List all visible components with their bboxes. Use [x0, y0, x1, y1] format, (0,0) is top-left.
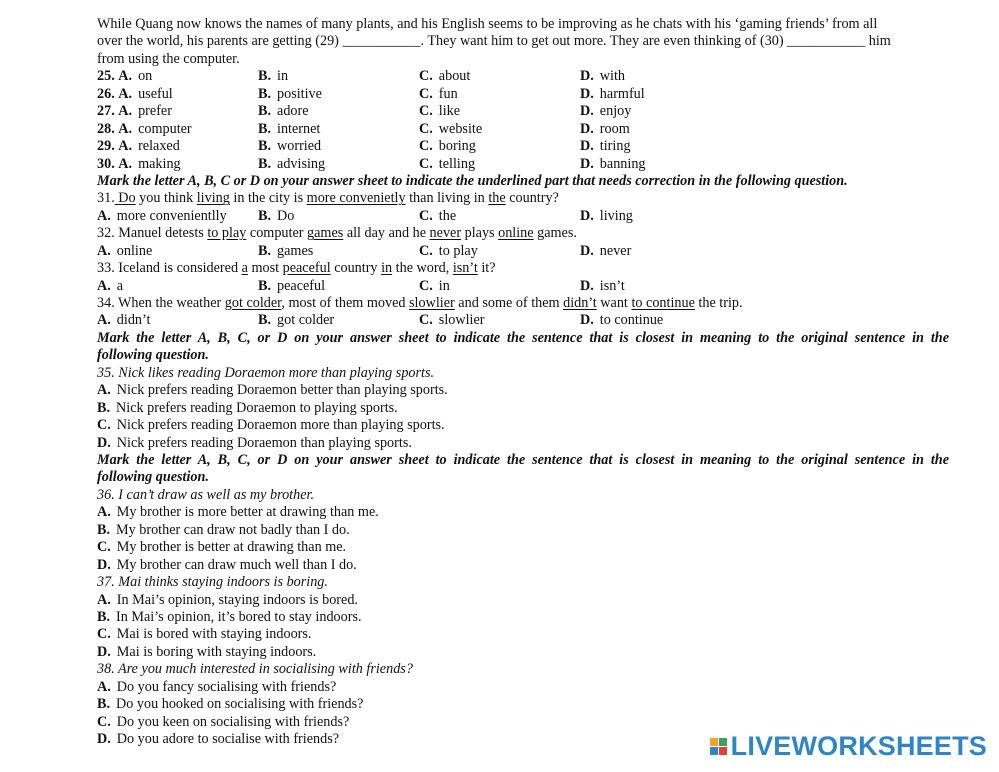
option-text: about	[438, 68, 471, 85]
question-row-26	[97, 86, 949, 103]
option-d[interactable]	[580, 208, 780, 225]
option-text: never	[599, 242, 632, 259]
option-text: Nick prefers reading Doraemon more than playing sports.	[116, 417, 445, 434]
question-number: 34.	[97, 295, 115, 312]
question-number: 28.	[97, 120, 115, 137]
reading-passage-end	[97, 16, 949, 68]
underlined-part: the	[488, 190, 506, 207]
option-letter: D.	[97, 434, 111, 451]
option-letter: C.	[419, 207, 433, 224]
option-letter: A.	[118, 68, 133, 85]
stem-text: country	[330, 260, 382, 277]
option-c[interactable]	[419, 86, 580, 103]
stem-text: most	[247, 260, 283, 277]
stem-text: games.	[533, 225, 577, 242]
logo-grid-icon	[710, 738, 727, 755]
option-letter: B.	[258, 85, 272, 102]
option-letter: A.	[118, 138, 133, 155]
option-text: Mai is bored with staying indoors.	[116, 626, 312, 643]
question-38-stem: 38. Are you much interested in socialising with friends?	[97, 661, 413, 678]
question-number: 27.	[97, 103, 115, 120]
option-text: harmful	[599, 85, 645, 102]
option-text: My brother is more better at drawing than me.	[116, 504, 379, 521]
underlined-part: living	[196, 190, 230, 207]
option-b[interactable]	[258, 156, 419, 173]
option-b[interactable]	[97, 522, 949, 539]
option-letter: C.	[419, 68, 433, 85]
option-text: Do you fancy socialising with friends?	[116, 678, 337, 695]
option-letter: A.	[97, 277, 111, 294]
option-letter: B.	[258, 120, 272, 137]
option-text: peaceful	[277, 277, 326, 294]
option-letter: C.	[419, 120, 433, 137]
option-letter: B.	[258, 207, 272, 224]
logo-wordmark: LIVEWORKSHEETS	[730, 730, 987, 761]
option-text: positive	[277, 85, 322, 102]
option-text: in	[277, 68, 289, 85]
option-letter: D.	[580, 120, 594, 137]
option-letter: B.	[258, 312, 272, 329]
option-b[interactable]	[97, 400, 949, 417]
option-text: prefer	[138, 103, 172, 120]
underlined-part: more convenietly	[306, 190, 406, 207]
option-letter: A.	[97, 312, 111, 329]
stem-text: computer	[246, 225, 308, 242]
option-d[interactable]	[580, 86, 780, 103]
option-c[interactable]	[419, 312, 580, 329]
option-letter: C.	[97, 713, 111, 730]
stem-text: than living in	[405, 190, 489, 207]
instruction-meaning-1	[97, 330, 949, 365]
option-letter: D.	[580, 85, 594, 102]
question-row-28	[97, 121, 949, 138]
question-37-stem: 37. Mai thinks staying indoors is boring.	[97, 574, 328, 591]
option-letter: A.	[118, 155, 133, 172]
stem-text: and some of them	[454, 295, 564, 312]
option-text: online	[116, 242, 153, 259]
option-text: Do you adore to socialise with friends?	[116, 731, 340, 748]
stem-text: When the weather	[114, 295, 225, 312]
stem-text: in the city is	[229, 190, 307, 207]
option-d[interactable]	[580, 278, 780, 295]
option-letter: D.	[97, 643, 111, 660]
option-b[interactable]	[258, 86, 419, 103]
option-c[interactable]	[419, 68, 580, 85]
option-text: with	[599, 68, 626, 85]
option-d[interactable]	[580, 138, 780, 155]
option-letter: D.	[580, 155, 594, 172]
option-d[interactable]	[580, 103, 780, 120]
underlined-part: didn’t	[563, 295, 597, 312]
passage-line: While Quang now knows the names of many plants, and his English seems to be improving as he chats with his ‘gaming friends’ from all	[97, 16, 878, 32]
option-a[interactable]	[97, 86, 258, 103]
option-text: games	[277, 242, 314, 259]
option-c[interactable]	[419, 278, 580, 295]
option-a[interactable]	[97, 504, 949, 521]
option-letter: C.	[419, 277, 433, 294]
stem-text: want	[596, 295, 632, 312]
option-c[interactable]	[97, 539, 949, 556]
question-35-stem: 35. Nick likes reading Doraemon more than playing sports.	[97, 364, 435, 381]
option-a[interactable]	[97, 679, 949, 696]
logo-square	[710, 738, 718, 746]
option-letter: C.	[97, 626, 111, 643]
option-text: useful	[138, 85, 173, 102]
stem-text: the word,	[392, 260, 453, 277]
option-letter: B.	[97, 696, 111, 713]
underlined-part: to play	[207, 225, 247, 242]
option-b[interactable]	[258, 208, 419, 225]
option-d[interactable]	[580, 243, 780, 260]
option-a[interactable]	[97, 382, 949, 399]
stem-text: , most of them moved	[281, 295, 410, 312]
option-d[interactable]	[97, 644, 949, 661]
option-text: room	[599, 120, 630, 137]
underlined-part: a	[241, 260, 248, 277]
underlined-part: got colder	[224, 295, 282, 312]
option-text: to play	[438, 242, 478, 259]
worksheet-page	[97, 16, 949, 748]
question-34-options	[97, 312, 949, 329]
option-text: in	[438, 277, 450, 294]
option-letter: C.	[97, 417, 111, 434]
option-letter: D.	[580, 138, 594, 155]
option-letter: D.	[97, 556, 111, 573]
option-text: relaxed	[138, 138, 180, 155]
logo-square	[719, 747, 727, 755]
stem-text: the trip.	[694, 295, 743, 312]
option-letter: A.	[97, 504, 111, 521]
option-text: living	[599, 207, 633, 224]
option-letter: C.	[97, 539, 111, 556]
option-letter: B.	[258, 103, 272, 120]
option-c[interactable]	[97, 417, 949, 434]
option-letter: A.	[97, 207, 111, 224]
option-text: a	[116, 277, 124, 294]
option-a[interactable]	[97, 121, 258, 138]
option-text: to continue	[599, 312, 664, 329]
option-text: isn’t	[599, 277, 625, 294]
option-text: My brother can draw not badly than I do.	[116, 521, 350, 538]
question-36-stem: 36. I can’t draw as well as my brother.	[97, 486, 315, 503]
option-letter: B.	[258, 155, 272, 172]
option-letter: C.	[419, 85, 433, 102]
option-c[interactable]	[419, 243, 580, 260]
option-b[interactable]	[258, 278, 419, 295]
logo-square	[710, 747, 718, 755]
option-letter: A.	[118, 103, 133, 120]
underlined-part: slowlier	[409, 295, 455, 312]
option-text: slowlier	[438, 312, 485, 329]
option-letter: C.	[419, 242, 433, 259]
option-letter: D.	[580, 103, 594, 120]
instruction-line: Mark the letter A, B, C, or D on your answer sheet to indicate the sentence that is closest in meaning to the original sentence in the	[97, 329, 949, 346]
option-text: internet	[277, 120, 321, 137]
option-text: banning	[599, 155, 646, 172]
option-letter: D.	[580, 207, 594, 224]
option-letter: C.	[419, 312, 433, 329]
option-text: boring	[438, 138, 476, 155]
underlined-part: to continue	[631, 295, 695, 312]
option-d[interactable]	[97, 435, 949, 452]
stem-text: Iceland is considered	[114, 260, 242, 277]
stem-text: Manuel detests	[114, 225, 208, 242]
question-31-options	[97, 208, 949, 225]
option-text: fun	[438, 85, 458, 102]
underlined-part: Do	[118, 190, 136, 207]
question-number: 33.	[97, 260, 115, 277]
option-d[interactable]	[580, 156, 780, 173]
option-b[interactable]	[258, 243, 419, 260]
option-b[interactable]	[258, 68, 419, 85]
option-a[interactable]	[97, 312, 258, 329]
instruction-line: following question.	[97, 469, 209, 486]
option-letter: B.	[258, 68, 272, 85]
option-text: adore	[277, 103, 309, 120]
option-text: telling	[438, 155, 476, 172]
question-number: 29.	[97, 138, 115, 155]
instruction-line: following question.	[97, 347, 209, 364]
option-letter: D.	[580, 277, 594, 294]
option-text: My brother can draw much well than I do.	[116, 556, 357, 573]
option-letter: B.	[97, 608, 111, 625]
underlined-part: online	[498, 225, 534, 242]
question-number: 30.	[97, 155, 115, 172]
option-text: Nick prefers reading Doraemon than playing sports.	[116, 434, 412, 451]
question-row-29	[97, 138, 949, 155]
stem-text: all day and he	[343, 225, 430, 242]
question-number: 26.	[97, 85, 115, 102]
option-c[interactable]	[419, 138, 580, 155]
option-c[interactable]	[419, 208, 580, 225]
option-d[interactable]	[580, 68, 780, 85]
option-a[interactable]	[97, 208, 258, 225]
option-text: In Mai’s opinion, it’s bored to stay indoors.	[116, 608, 362, 625]
option-b[interactable]	[258, 312, 419, 329]
option-text: Do you keen on socialising with friends?	[116, 713, 350, 730]
option-letter: D.	[580, 312, 594, 329]
option-a[interactable]	[97, 156, 258, 173]
mcq-block	[97, 68, 949, 173]
option-text: making	[138, 155, 181, 172]
option-letter: D.	[580, 242, 594, 259]
option-b[interactable]	[97, 696, 949, 713]
underlined-part: never	[429, 225, 462, 242]
option-text: didn’t	[116, 312, 151, 329]
question-34-stem	[97, 295, 949, 312]
underlined-part: games	[307, 225, 344, 242]
underlined-part: isn’t	[452, 260, 478, 277]
option-text: more convenientlly	[116, 207, 227, 224]
option-letter: C.	[419, 138, 433, 155]
option-b[interactable]	[258, 121, 419, 138]
option-text: got colder	[277, 312, 335, 329]
question-31-stem	[97, 190, 949, 207]
option-letter: C.	[419, 155, 433, 172]
option-b[interactable]	[97, 609, 949, 626]
option-text: enjoy	[599, 103, 632, 120]
option-text: advising	[277, 155, 326, 172]
option-a[interactable]	[97, 592, 949, 609]
stem-text: country?	[505, 190, 559, 207]
option-letter: D.	[580, 68, 594, 85]
option-letter: B.	[258, 242, 272, 259]
option-letter: A.	[97, 591, 111, 608]
option-text: the	[438, 207, 457, 224]
option-text: like	[438, 103, 461, 120]
question-33-options	[97, 278, 949, 295]
instruction-meaning-2	[97, 452, 949, 487]
stem-text: plays	[461, 225, 499, 242]
option-text: tiring	[599, 138, 631, 155]
question-32-options	[97, 243, 949, 260]
option-a[interactable]	[97, 68, 258, 85]
option-letter: A.	[118, 120, 133, 137]
instruction-correction: Mark the letter A, B, C or D on your answer sheet to indicate the underlined part that needs correction in the following question.	[97, 172, 848, 189]
option-a[interactable]	[97, 138, 258, 155]
question-row-27	[97, 103, 949, 120]
liveworksheets-logo[interactable]	[710, 728, 987, 764]
option-c[interactable]	[419, 103, 580, 120]
option-text: website	[438, 120, 483, 137]
passage-line: from using the computer.	[97, 50, 240, 67]
option-text: Nick prefers reading Doraemon better than playing sports.	[116, 382, 448, 399]
option-letter: B.	[258, 138, 272, 155]
underlined-part: in	[381, 260, 393, 277]
option-d[interactable]	[97, 557, 949, 574]
option-b[interactable]	[258, 138, 419, 155]
question-32-stem	[97, 225, 949, 242]
option-letter: A.	[97, 242, 111, 259]
option-c[interactable]	[419, 156, 580, 173]
option-text: Mai is boring with staying indoors.	[116, 643, 317, 660]
option-a[interactable]	[97, 103, 258, 120]
instruction-line: Mark the letter A, B, C, or D on your answer sheet to indicate the sentence that is closest in meaning to the original sentence in the	[97, 452, 949, 469]
option-text: Do	[277, 207, 295, 224]
option-letter: A.	[118, 85, 133, 102]
question-row-30	[97, 156, 949, 173]
option-c[interactable]	[419, 121, 580, 138]
option-d[interactable]	[580, 121, 780, 138]
option-c[interactable]	[97, 626, 949, 643]
question-number: 31.	[97, 190, 115, 207]
underlined-part: peaceful	[282, 260, 331, 277]
option-text: on	[138, 68, 153, 85]
stem-text: you think	[135, 190, 197, 207]
option-letter: A.	[97, 382, 111, 399]
stem-text: it?	[477, 260, 496, 277]
option-text: Do you hooked on socialising with friends?	[116, 696, 364, 713]
option-a[interactable]	[97, 278, 258, 295]
question-number: 25.	[97, 68, 115, 85]
option-a[interactable]	[97, 243, 258, 260]
option-letter: A.	[97, 678, 111, 695]
option-letter: D.	[97, 731, 111, 748]
option-text: My brother is better at drawing than me.	[116, 539, 347, 556]
option-text: In Mai’s opinion, staying indoors is bored.	[116, 591, 358, 608]
option-text: computer	[138, 120, 192, 137]
option-text: worried	[277, 138, 322, 155]
question-row-25	[97, 68, 949, 85]
option-b[interactable]	[258, 103, 419, 120]
option-d[interactable]	[580, 312, 780, 329]
option-text: Nick prefers reading Doraemon to playing sports.	[116, 399, 398, 416]
question-number: 32.	[97, 225, 115, 242]
passage-line: over the world, his parents are getting (29) ___________. They want him to get out more. They are even thinking of (30) ___________ him	[97, 33, 891, 50]
option-letter: C.	[419, 103, 433, 120]
option-letter: B.	[97, 521, 111, 538]
option-letter: B.	[97, 399, 111, 416]
logo-square	[719, 738, 727, 746]
option-letter: B.	[258, 277, 272, 294]
question-33-stem	[97, 260, 949, 277]
